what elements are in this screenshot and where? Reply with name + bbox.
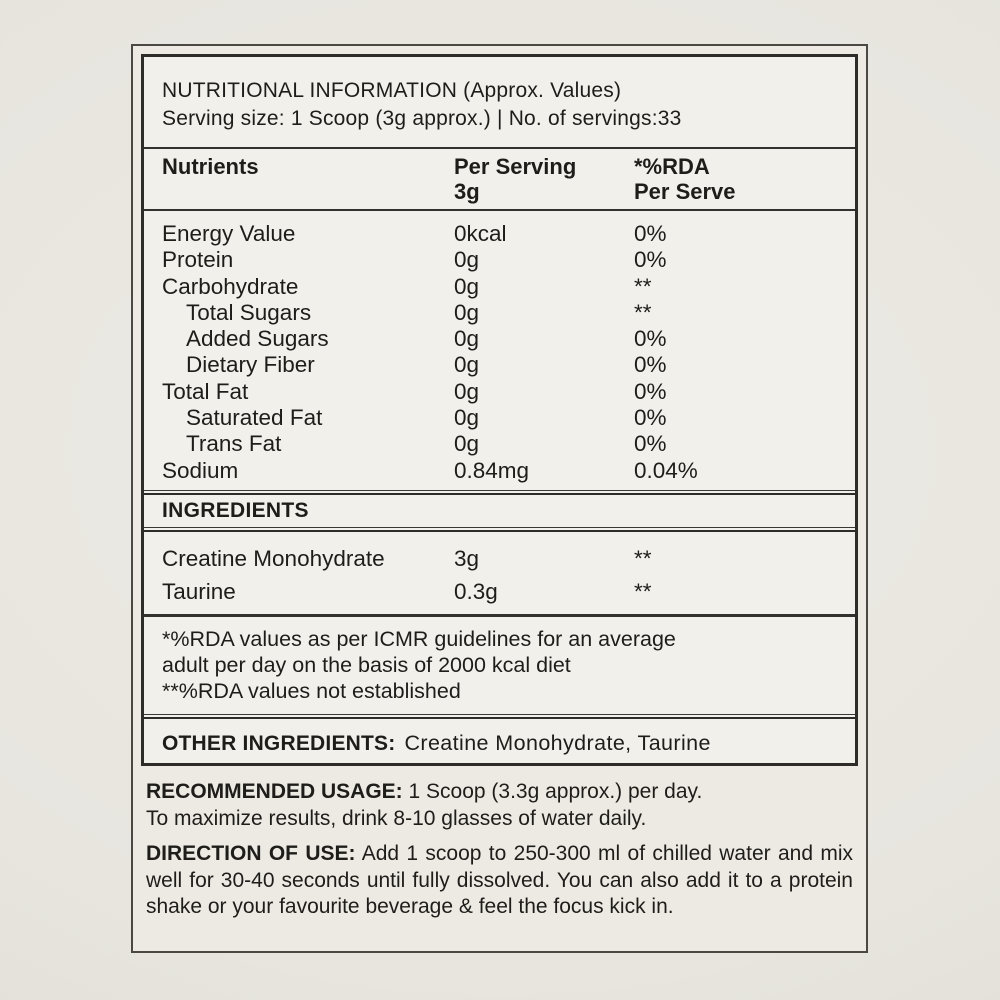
table-row: Protein 0g 0% [162,247,667,273]
footnote-line: **%RDA values not established [162,678,461,703]
table-row: Dietary Fiber 0g 0% [186,352,667,378]
recommended-usage-line2: To maximize results, drink 8-10 glasses of water daily. [146,806,647,830]
table-row: Added Sugars 0g 0% [186,326,667,352]
column-header-rda: *%RDA Per Serve [634,154,736,204]
serving-size-line: Serving size: 1 Scoop (3g approx.) | No. of servings:33 [162,107,682,130]
panel-title: NUTRITIONAL INFORMATION (Approx. Values) [162,79,622,102]
other-ingredients-label: OTHER INGREDIENTS: [162,731,396,755]
column-header-nutrients: Nutrients [162,154,259,179]
table-row: Saturated Fat 0g 0% [186,405,667,431]
panel-header [162,57,837,147]
footnote-line: *%RDA values as per ICMR guidelines for an average [162,626,676,651]
recommended-usage-paragraph [146,779,853,832]
label-outer-border [131,44,868,953]
nutrient-table-body [162,211,837,490]
other-ingredients-row [162,719,837,766]
usage-instructions [141,766,858,921]
table-row: Carbohydrate 0g ** [162,273,652,299]
ingredients-heading: INGREDIENTS [162,498,309,522]
column-header-per-serving: Per Serving 3g [454,154,577,204]
ingredients-table-body [162,532,837,614]
direction-of-use-paragraph: DIRECTION OF USE: Add 1 scoop to 250-300 ml of chilled water and mix well for 30-40 seconds until fully dissolved. You can also add it to a protein shake or your favourite beverage & feel the focus kick in. [146,842,853,918]
table-header-row [162,149,837,209]
other-ingredients-value: Creatine Monohydrate, Taurine [404,730,711,755]
table-row: Energy Value 0kcal 0% [162,221,667,246]
table-row: Trans Fat 0g 0% [186,431,667,457]
table-row: Total Fat 0g 0% [162,378,667,404]
recommended-usage-line1: RECOMMENDED USAGE: 1 Scoop (3.3g approx.) per day. [146,780,703,803]
table-row: Total Sugars 0g ** [186,299,652,325]
direction-of-use-label: DIRECTION OF USE: [146,842,356,865]
rda-footnotes [162,617,837,714]
recommended-usage-label: RECOMMENDED USAGE: [146,780,403,803]
footnote-line: adult per day on the basis of 2000 kcal diet [162,652,571,677]
ingredient-row: Taurine 0.3g ** [162,578,652,604]
ingredient-row: Creatine Monohydrate 3g ** [162,545,652,571]
table-row: Sodium 0.84mg 0.04% [162,457,698,483]
nutrition-facts-panel [141,54,858,766]
